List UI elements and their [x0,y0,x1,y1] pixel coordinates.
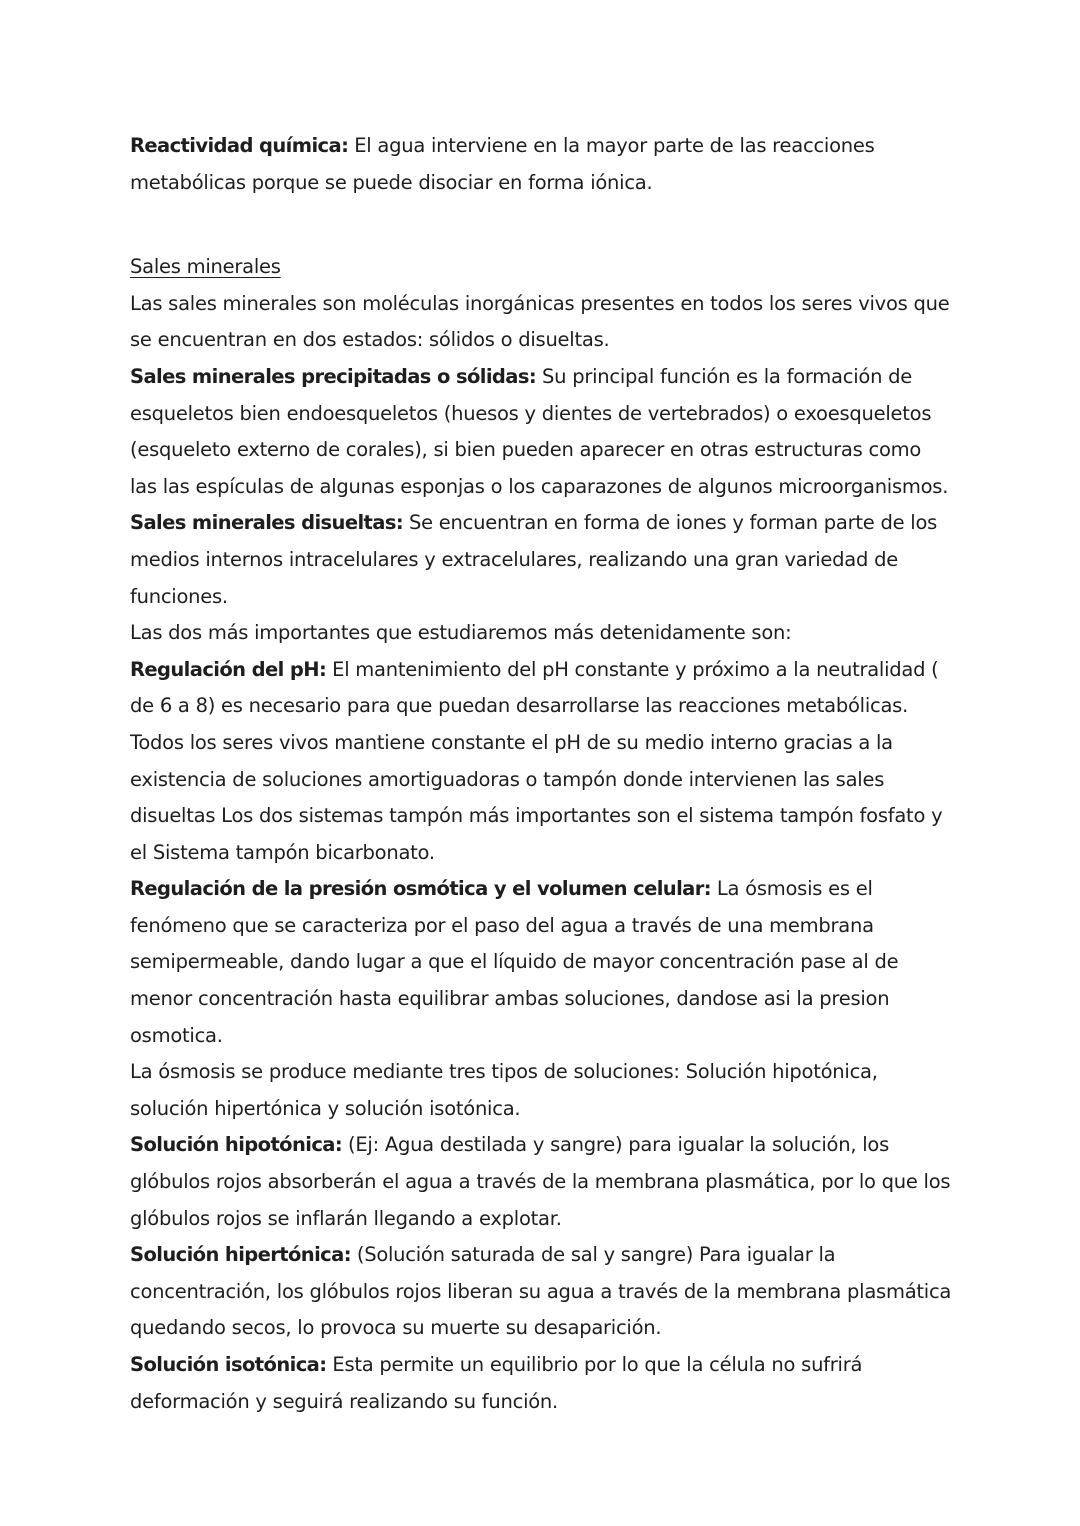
paragraph-solucion-hipertonica [130,1237,952,1347]
paragraph-regulacion-ph [130,652,952,872]
text-solucion-hipertonica: (Solución saturada de sal y sangre) Para igualar la concentración, los glóbulos rojos liberan su agua a través de la membrana plasmática quedando secos, lo provoca su muerte su desaparición. [130,1243,952,1340]
term-regulacion-presion: Regulación de la presión osmótica y el volumen celular: [130,877,711,901]
paragraph-reactividad-quimica [130,128,952,201]
term-sales-precipitadas: Sales minerales precipitadas o sólidas: [130,364,537,388]
paragraph-sales-intro: Las sales minerales son moléculas inorgánicas presentes en todos los seres vivos que se encuentran en dos estados: sólidos o disueltas. [130,291,950,352]
section-spacer [130,201,952,249]
paragraph-transition: Las dos más importantes que estudiaremos más detenidamente son: [130,621,792,645]
section-heading-sales-minerales [130,249,952,286]
term-solucion-hipotonica: Solución hipotónica: [130,1133,343,1157]
paragraph-sales-disueltas [130,505,952,615]
paragraph-solucion-isotonica [130,1347,952,1420]
term-solucion-hipertonica: Solución hipertónica: [130,1243,351,1267]
paragraph-regulacion-presion [130,871,952,1054]
text-regulacion-presion: La ósmosis es el fenómeno que se caracteriza por el paso del agua a través de una membrana semipermeable, dando lugar a que el líquido de mayor concentración pase al de menor concentración hasta equilibrar ambas soluciones, dandose asi la presion osmotica. [130,877,899,1047]
text-solucion-hipotonica: (Ej: Agua destilada y sangre) para igualar la solución, los glóbulos rojos absorberán el agua a través de la membrana plasmática, por lo que los glóbulos rojos se inflarán llegando a explotar. [130,1133,951,1230]
term-reactividad-quimica: Reactividad química: [130,134,349,157]
term-regulacion-ph: Regulación del pH: [130,657,327,681]
text-solucion-isotonica: Esta permite un equilibrio por lo que la célula no sufrirá deformación y seguirá realizando su función. [130,1353,863,1413]
text-regulacion-ph: El mantenimiento del pH constante y próximo a la neutralidad ( de 6 a 8) es necesario para que puedan desarrollarse las reacciones metabólicas. Todos los seres vivos mantiene constante el pH de su medio interno gracias a la existencia de soluciones amortiguadoras o tampón donde intervienen las sales disueltas Los dos sistemas tampón más importantes son el sistema tampón fosfato y el Sistema tampón bicarbonato. [130,657,943,864]
text-sales-precipitadas: Su principal función es la formación de esqueletos bien endoesqueletos (huesos y dientes de vertebrados) o exoesqueletos (esqueleto externo de corales), si bien pueden aparecer en otras estructuras como las las espículas de algunas esponjas o los caparazones de algunos microorganismos. [130,364,949,498]
term-sales-disueltas: Sales minerales disueltas: [130,511,404,535]
paragraph-solucion-hipotonica [130,1127,952,1237]
paragraph-osmosis-tipos: La ósmosis se produce mediante tres tipos de soluciones: Solución hipotónica, solución hipertónica y solución isotónica. [130,1060,878,1120]
page-content [130,128,952,1420]
text-reactividad-quimica: El agua interviene en la mayor parte de las reacciones metabólicas porque se puede disociar en forma iónica. [130,134,875,194]
heading-sales-minerales: Sales minerales [130,255,281,279]
text-sales-disueltas: Se encuentran en forma de iones y forman parte de los medios internos intracelulares y extracelulares, realizando una gran variedad de funciones. [130,511,938,608]
term-solucion-isotonica: Solución isotónica: [130,1353,327,1376]
paragraph-sales-precipitadas [130,359,952,505]
